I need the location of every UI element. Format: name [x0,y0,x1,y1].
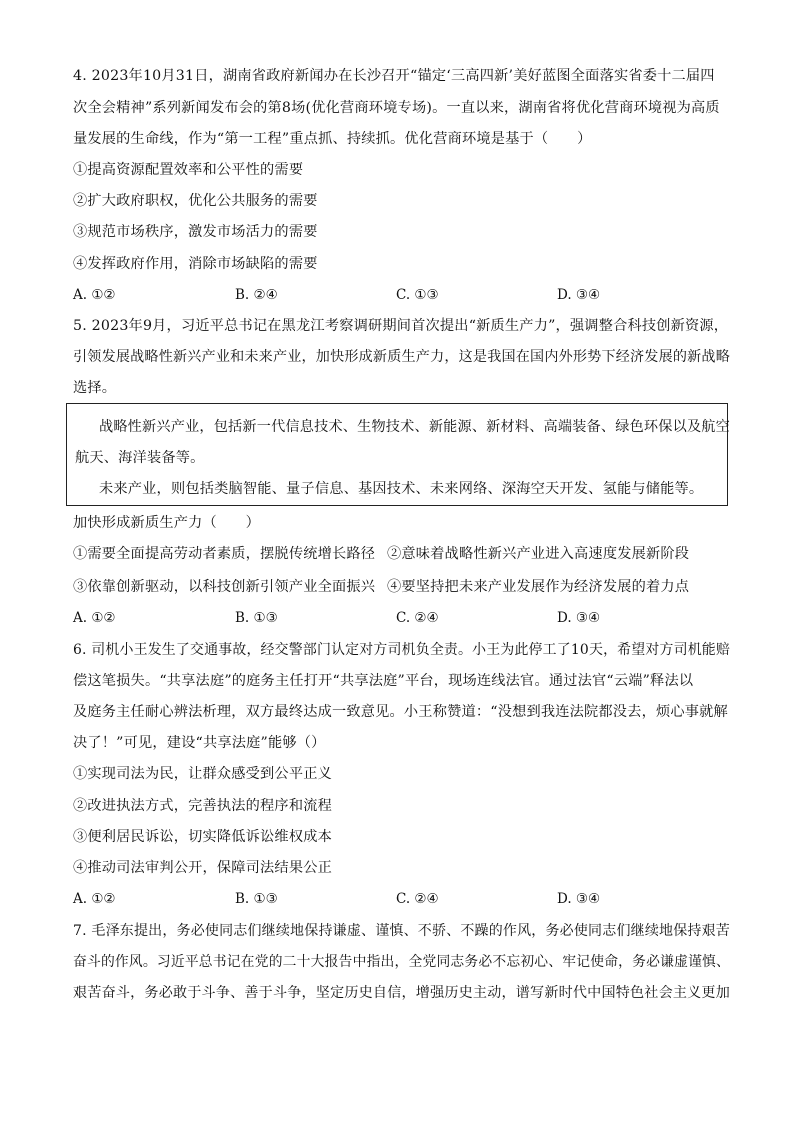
q7-stem-line-2: 奋斗的作风。习近平总书记在党的二十大报告中指出，全党同志务必不忘初心、牢记使命，务必谦虚谨慎、 [73,954,731,970]
q5-statement-3: ③依靠创新驱动，以科技创新引领产业全面振兴 [73,579,376,595]
q4-stem-line-1: 4. 2023年10月31日，湖南省政府新闻办在长沙召开“锚定‘三高四新’美好蓝图全面落实省委十二届四 [73,68,715,84]
q5-stem-line-3: 选择。 [73,380,117,396]
q5-stem-line-1: 5. 2023年9月，习近平总书记在黑龙江考察调研期间首次提出“新质生产力”，强调整合科技创新资源， [73,318,729,334]
q6-statement-2: ②改进执法方式，完善执法的程序和流程 [73,798,332,814]
q6-option-a: A. ①② [73,891,116,907]
q6-statement-3: ③便利居民诉讼，切实降低诉讼维权成本 [73,829,332,845]
q5-material-box [66,403,728,506]
q5-statement-1: ①需要全面提高劳动者素质，摆脱传统增长路径 [73,546,376,562]
q4-stem-line-3: 量发展的生命线，作为“第一工程”重点抓、持续抓。优化营商环境是基于（ ） [73,131,592,147]
q4-statement-1: ①提高资源配置效率和公平性的需要 [73,162,304,178]
q5-option-d: D. ③④ [557,610,601,626]
q4-option-a: A. ①② [73,287,116,303]
q5-material-line-1: 战略性新兴产业，包括新一代信息技术、生物技术、新能源、新材料、高端装备、绿色环保以及航空 [99,419,730,435]
q5-stem-line-2: 引领发展战略性新兴产业和未来产业，加快形成新质生产力，这是我国在国内外形势下经济发展的新战略 [73,349,731,365]
q5-option-b: B. ①③ [235,610,278,626]
q4-statement-4: ④发挥政府作用，消除市场缺陷的需要 [73,256,318,272]
q5-material-line-3: 未来产业，则包括类脑智能、量子信息、基因技术、未来网络、深海空天开发、氢能与储能等。 [99,481,704,497]
q4-option-d: D. ③④ [557,287,601,303]
q6-stem-line-3: 及庭务主任耐心辨法析理，双方最终达成一致意见。小王称赞道：“没想到我连法院都没去，烦心事就解 [73,704,728,720]
q5-material-line-2: 航天、海洋装备等。 [75,450,205,466]
q4-option-c: C. ①③ [396,287,439,303]
q5-option-c: C. ②④ [396,610,439,626]
q6-option-d: D. ③④ [557,891,601,907]
q4-statement-2: ②扩大政府职权，优化公共服务的需要 [73,193,318,209]
q6-stem-line-2: 偿这笔损失。“共享法庭”的庭务主任打开“共享法庭”平台，现场连线法官。通过法官“云端”释法以 [73,673,694,689]
q5-statement-4: ④要坚持把未来产业发展作为经济发展的着力点 [387,579,690,595]
q4-stem-line-2: 次全会精神”系列新闻发布会的第8场(优化营商环境专场)。一直以来，湖南省将优化营商环境视为高质 [73,100,720,116]
q4-statement-3: ③规范市场秩序，激发市场活力的需要 [73,224,318,240]
q5-question-stem: 加快形成新质生产力（ ） [73,515,261,531]
q6-option-b: B. ①③ [235,891,278,907]
q6-option-c: C. ②④ [396,891,439,907]
q5-statement-2: ②意味着战略性新兴产业进入高速度发展新阶段 [387,546,690,562]
q7-stem-line-3: 艰苦奋斗，务必敢于斗争、善于斗争，坚定历史自信，增强历史主动，谱写新时代中国特色社会主义更加 [73,985,731,1001]
q6-statement-4: ④推动司法审判公开，保障司法结果公正 [73,860,332,876]
q6-stem-line-1: 6. 司机小王发生了交通事故，经交警部门认定对方司机负全责。小王为此停工了10天，希望对方司机能赔 [73,642,731,658]
q7-stem-line-1: 7. 毛泽东提出，务必使同志们继续地保持谦虚、谨慎、不骄、不躁的作风，务必使同志们继续地保持艰苦 [73,923,730,939]
q6-statement-1: ①实现司法为民，让群众感受到公平正义 [73,766,332,782]
q4-option-b: B. ②④ [235,287,278,303]
q6-stem-line-4: 决了！”可见，建设“共享法庭”能够（） [73,735,326,751]
q5-option-a: A. ①② [73,610,116,626]
